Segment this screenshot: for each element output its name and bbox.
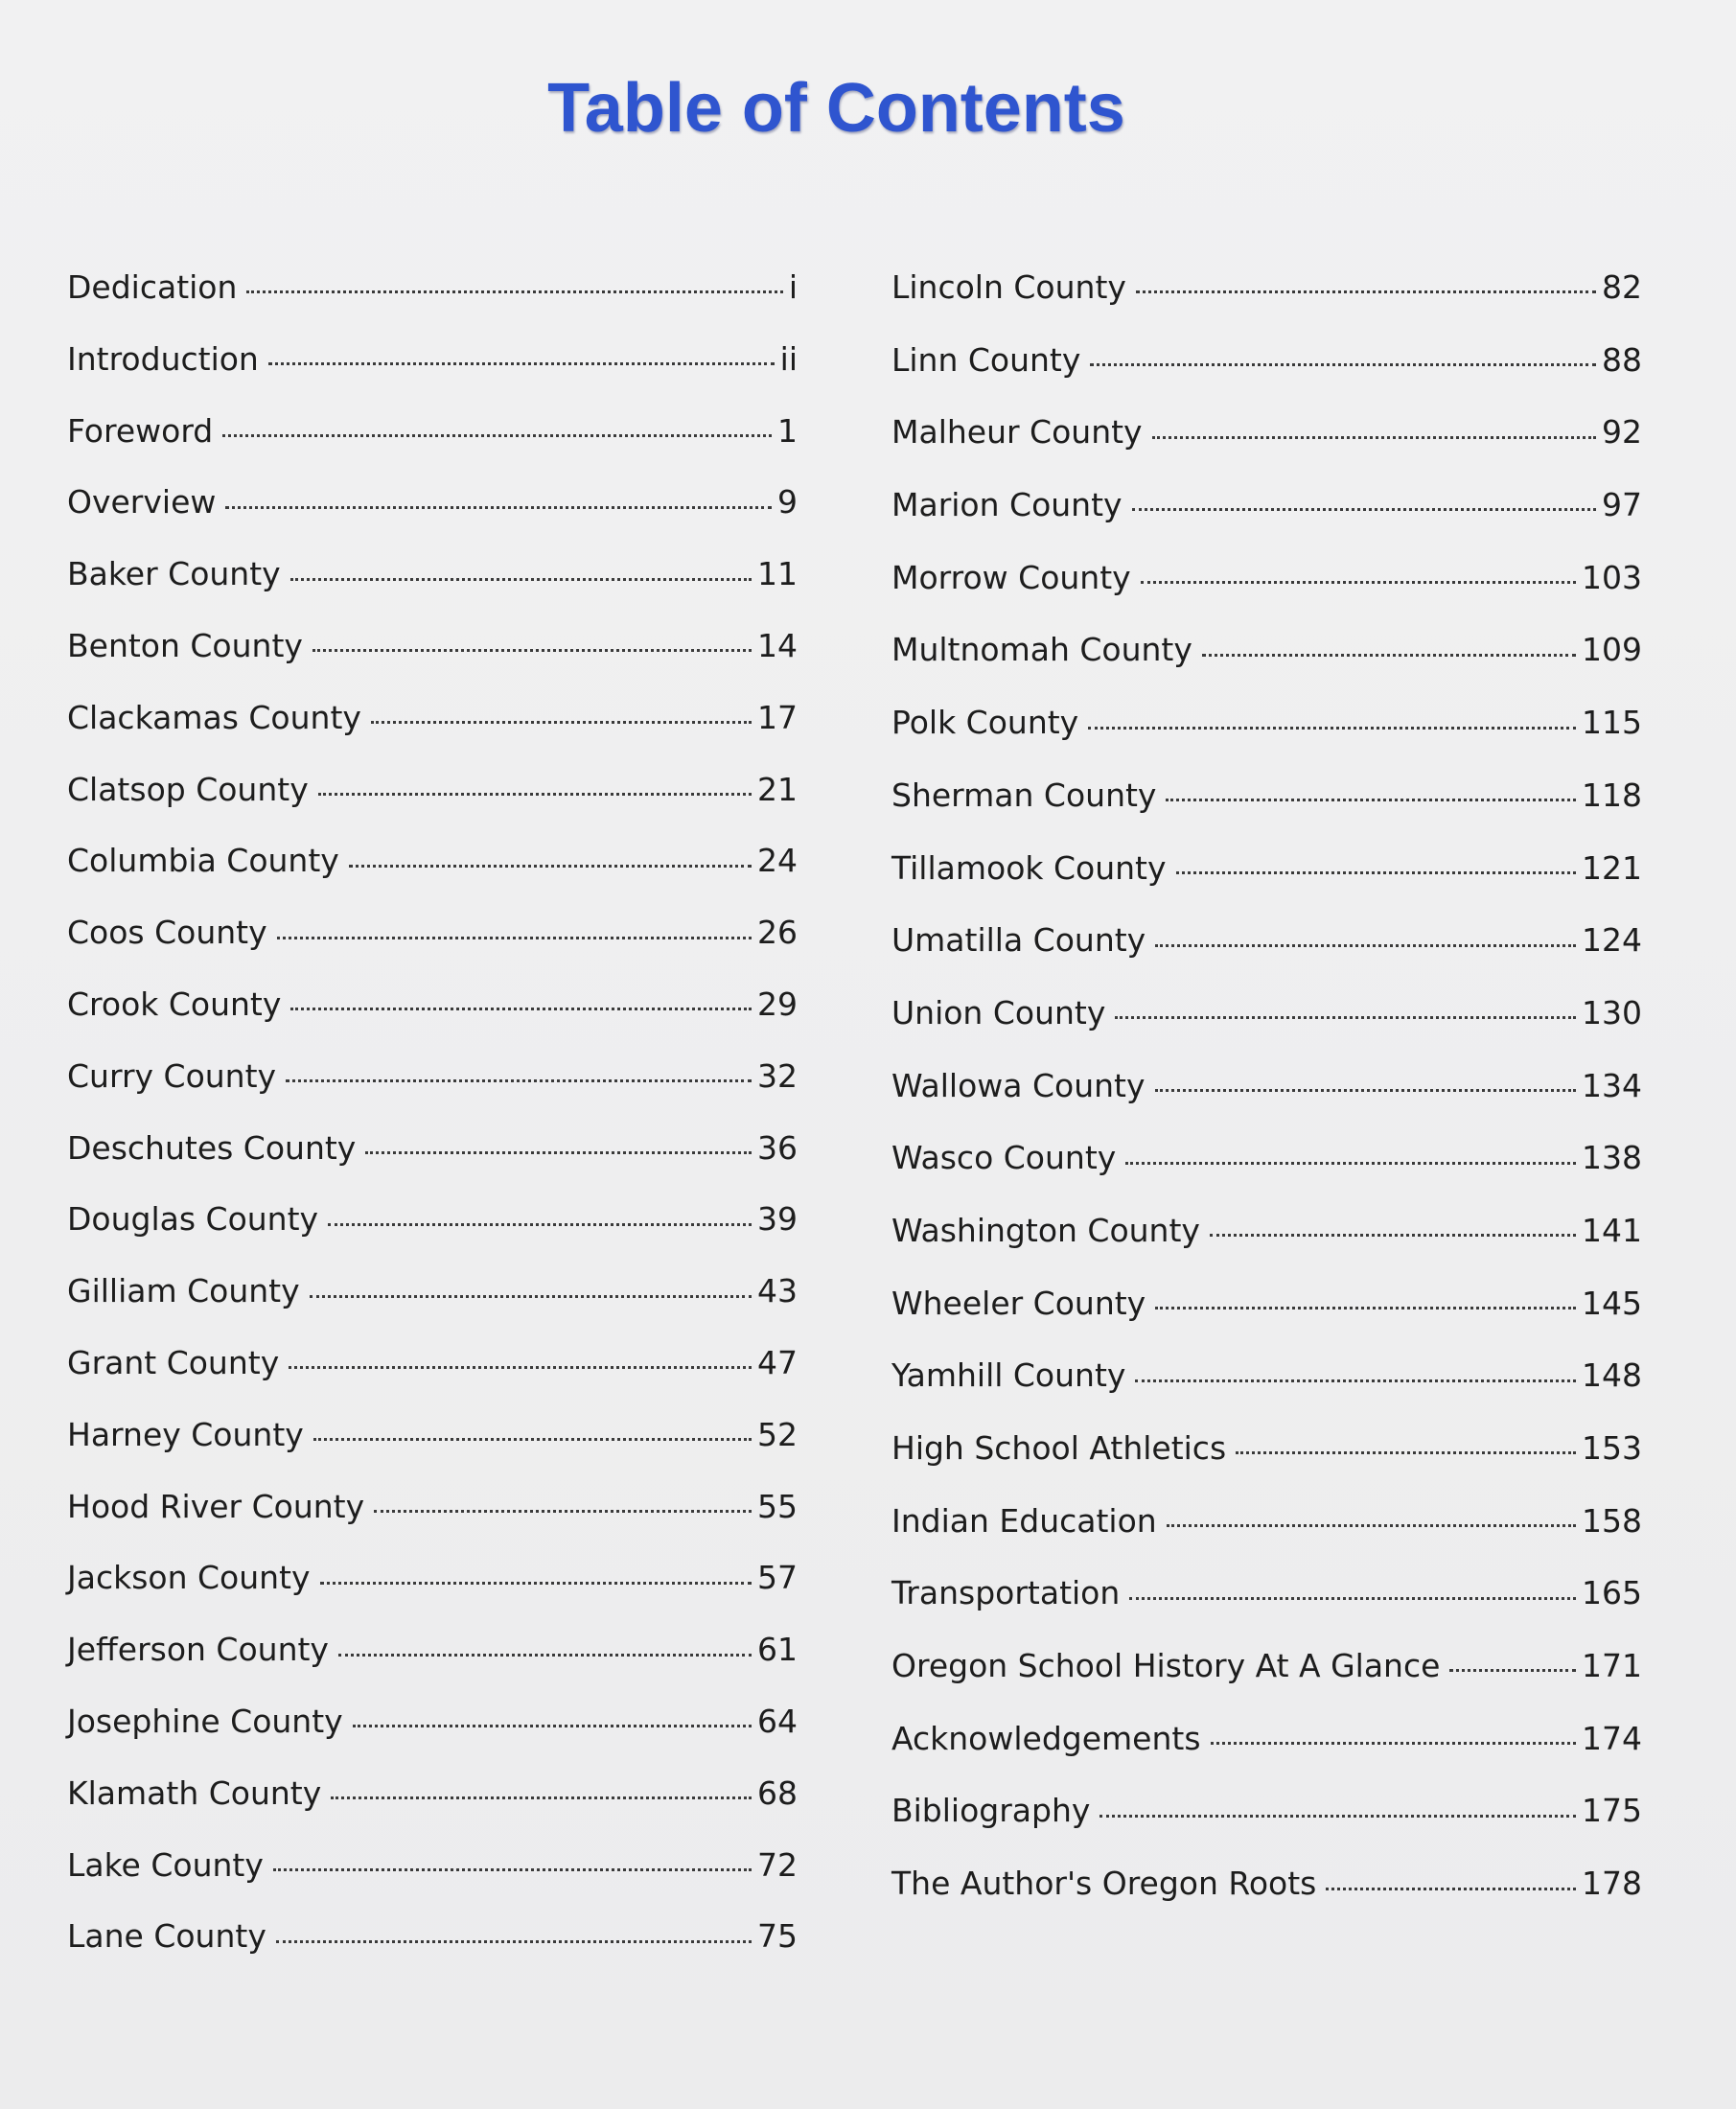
toc-entry-label: Clatsop County xyxy=(67,770,309,808)
toc-entry-page: 88 xyxy=(1602,340,1642,379)
toc-entry xyxy=(67,1270,798,1342)
toc-entry xyxy=(891,1718,1642,1791)
toc-entry-label: Curry County xyxy=(67,1056,277,1095)
toc-entry-label: Oregon School History At A Glance xyxy=(891,1647,1441,1685)
toc-entry-page: 39 xyxy=(757,1200,798,1239)
toc-entry-page: 130 xyxy=(1582,993,1642,1031)
toc-entry-page: 29 xyxy=(757,985,798,1023)
toc-entry-page: i xyxy=(788,268,798,306)
toc-entry xyxy=(891,411,1642,484)
toc-entry-page: 97 xyxy=(1602,486,1642,524)
toc-entry xyxy=(891,847,1642,920)
toc-entry-page: 68 xyxy=(757,1773,798,1812)
dot-leader xyxy=(349,840,752,871)
toc-entry xyxy=(67,984,798,1055)
dot-leader xyxy=(331,1773,752,1804)
toc-entry-label: Klamath County xyxy=(67,1773,322,1812)
dot-leader xyxy=(1115,992,1576,1024)
toc-entry-label: Multnomah County xyxy=(891,631,1192,669)
toc-entry-label: Bibliography xyxy=(891,1792,1091,1830)
toc-entry-label: Foreword xyxy=(67,411,214,450)
toc-entry xyxy=(891,919,1642,992)
toc-entry-page: 124 xyxy=(1582,921,1642,960)
toc-entry-label: Douglas County xyxy=(67,1200,319,1239)
toc-entry-page: 141 xyxy=(1582,1211,1642,1249)
toc-entry-label: Benton County xyxy=(67,626,303,664)
dot-leader xyxy=(1088,702,1576,733)
toc-column-right xyxy=(891,267,1642,1935)
toc-entry-page: 9 xyxy=(777,483,798,521)
toc-entry-label: Yamhill County xyxy=(891,1356,1126,1395)
toc-entry xyxy=(891,1427,1642,1500)
toc-column-left xyxy=(67,267,798,1987)
dot-leader xyxy=(1132,484,1596,516)
toc-entry xyxy=(67,553,798,625)
dot-leader xyxy=(1167,1500,1576,1532)
toc-entry-page: 75 xyxy=(757,1917,798,1956)
toc-entry xyxy=(67,1055,798,1127)
toc-entry-page: 115 xyxy=(1582,704,1642,742)
toc-entry xyxy=(67,1414,798,1486)
toc-entry xyxy=(891,484,1642,557)
dot-leader xyxy=(320,1557,752,1588)
dot-leader xyxy=(1125,1137,1576,1169)
page-title: Table of Contents xyxy=(547,70,1125,147)
toc-entry-page: 145 xyxy=(1582,1284,1642,1322)
dot-leader xyxy=(1090,339,1596,371)
toc-entry-page: 17 xyxy=(757,698,798,736)
toc-entry-page: 64 xyxy=(757,1702,798,1740)
toc-entry xyxy=(67,1198,798,1270)
toc-entry xyxy=(891,1863,1642,1935)
toc-entry-page: 32 xyxy=(757,1056,798,1095)
toc-entry xyxy=(891,1283,1642,1356)
toc-entry-label: Dedication xyxy=(67,268,238,306)
toc-entry-page: ii xyxy=(779,339,798,378)
toc-entry-label: Umatilla County xyxy=(891,921,1146,960)
toc-entry xyxy=(67,840,798,912)
toc-entry xyxy=(891,1065,1642,1138)
toc-entry-page: 171 xyxy=(1582,1647,1642,1685)
dot-leader xyxy=(1211,1718,1576,1750)
toc-entry xyxy=(891,629,1642,702)
toc-entry-label: Columbia County xyxy=(67,842,339,880)
toc-entry-page: 52 xyxy=(757,1415,798,1453)
toc-entry-page: 165 xyxy=(1582,1574,1642,1612)
toc-entry xyxy=(67,1486,798,1558)
toc-entry xyxy=(891,1355,1642,1427)
toc-entry-label: Marion County xyxy=(891,486,1123,524)
toc-entry-page: 82 xyxy=(1602,268,1642,306)
toc-entry-page: 14 xyxy=(757,626,798,664)
toc-entry-page: 109 xyxy=(1582,631,1642,669)
toc-entry xyxy=(67,1557,798,1629)
toc-entry-label: Lane County xyxy=(67,1917,266,1956)
toc-entry-label: Josephine County xyxy=(67,1702,343,1740)
toc-entry-page: 21 xyxy=(757,770,798,808)
toc-entry-label: Transportation xyxy=(891,1574,1121,1612)
dot-leader xyxy=(1326,1863,1576,1894)
toc-entry-label: Overview xyxy=(67,483,217,521)
toc-entry-label: The Author's Oregon Roots xyxy=(891,1865,1317,1903)
toc-entry-page: 24 xyxy=(757,842,798,880)
dot-leader xyxy=(225,481,772,513)
dot-leader xyxy=(1155,919,1576,951)
toc-entry-page: 118 xyxy=(1582,776,1642,814)
toc-entry xyxy=(67,912,798,984)
toc-entry-page: 57 xyxy=(757,1559,798,1597)
toc-entry-label: Lincoln County xyxy=(891,268,1126,306)
toc-entry-page: 121 xyxy=(1582,848,1642,887)
toc-entry-label: Introduction xyxy=(67,339,259,378)
toc-entry xyxy=(891,1137,1642,1210)
dot-leader xyxy=(312,625,752,657)
toc-entry xyxy=(891,1572,1642,1645)
dot-leader xyxy=(318,769,752,800)
toc-entry-label: Morrow County xyxy=(891,558,1131,596)
toc-entry-label: Tillamook County xyxy=(891,848,1167,887)
dot-leader xyxy=(273,1844,752,1876)
dot-leader xyxy=(289,1342,752,1374)
dot-leader xyxy=(1176,847,1576,879)
toc-entry-label: Hood River County xyxy=(67,1487,365,1525)
toc-entry xyxy=(67,1629,798,1701)
dot-leader xyxy=(276,1915,752,1947)
toc-entry xyxy=(67,1127,798,1199)
toc-entry-page: 26 xyxy=(757,914,798,952)
dot-leader xyxy=(1152,411,1596,443)
dot-leader xyxy=(1236,1427,1576,1459)
dot-leader xyxy=(1129,1572,1576,1604)
toc-entry-page: 153 xyxy=(1582,1429,1642,1467)
dot-leader xyxy=(286,1055,752,1087)
toc-entry xyxy=(891,1500,1642,1573)
toc-entry xyxy=(891,339,1642,412)
dot-leader xyxy=(371,697,752,729)
toc-entry xyxy=(891,775,1642,847)
toc-entry xyxy=(67,410,798,482)
toc-entry-label: Jackson County xyxy=(67,1559,311,1597)
dot-leader xyxy=(1210,1210,1576,1241)
toc-entry-label: Grant County xyxy=(67,1343,280,1381)
dot-leader xyxy=(1135,1355,1576,1386)
toc-entry xyxy=(67,1342,798,1414)
toc-entry-page: 1 xyxy=(777,411,798,450)
dot-leader xyxy=(1141,557,1576,589)
toc-entry xyxy=(891,1790,1642,1863)
toc-entry xyxy=(67,267,798,338)
toc-entry-page: 11 xyxy=(757,555,798,593)
toc-entry-label: Gilliam County xyxy=(67,1272,300,1310)
toc-entry-label: Lake County xyxy=(67,1845,264,1884)
dot-leader xyxy=(290,553,752,585)
dot-leader xyxy=(1202,629,1576,661)
toc-entry-page: 158 xyxy=(1582,1501,1642,1540)
dot-leader xyxy=(1099,1790,1576,1821)
toc-entry xyxy=(67,1773,798,1844)
toc-entry-label: Wasco County xyxy=(891,1139,1117,1177)
toc-entry-page: 148 xyxy=(1582,1356,1642,1395)
toc-entry xyxy=(67,338,798,410)
dot-leader xyxy=(313,1414,752,1446)
toc-entry xyxy=(67,1915,798,1987)
toc-entry xyxy=(67,769,798,841)
toc-entry xyxy=(891,267,1642,339)
dot-leader xyxy=(1449,1645,1576,1677)
toc-entry-page: 134 xyxy=(1582,1066,1642,1104)
dot-leader xyxy=(310,1270,752,1302)
dot-leader xyxy=(277,912,752,943)
toc-entry-label: Harney County xyxy=(67,1415,304,1453)
toc-entry-label: Polk County xyxy=(891,704,1079,742)
toc-entry-label: Malheur County xyxy=(891,413,1143,452)
toc-entry-label: Union County xyxy=(891,993,1106,1031)
dot-leader xyxy=(374,1486,752,1518)
toc-entry xyxy=(67,481,798,553)
toc-entry-page: 43 xyxy=(757,1272,798,1310)
toc-entry-label: Deschutes County xyxy=(67,1128,357,1167)
toc-entry-label: Washington County xyxy=(891,1211,1200,1249)
toc-entry-label: Clackamas County xyxy=(67,698,361,736)
dot-leader xyxy=(353,1701,752,1732)
toc-entry-page: 138 xyxy=(1582,1139,1642,1177)
toc-entry-page: 174 xyxy=(1582,1719,1642,1757)
toc-entry-label: Crook County xyxy=(67,985,282,1023)
toc-entry xyxy=(891,1645,1642,1718)
toc-entry-label: Wheeler County xyxy=(891,1284,1146,1322)
toc-entry xyxy=(891,992,1642,1065)
toc-entry xyxy=(67,697,798,769)
toc-entry-label: Coos County xyxy=(67,914,267,952)
toc-entry xyxy=(67,1844,798,1916)
toc-entry xyxy=(891,557,1642,630)
toc-entry-page: 55 xyxy=(757,1487,798,1525)
dot-leader xyxy=(1166,775,1576,806)
dot-leader xyxy=(328,1198,752,1230)
toc-entry-label: Jefferson County xyxy=(67,1631,329,1669)
toc-entry-label: Wallowa County xyxy=(891,1066,1146,1104)
dot-leader xyxy=(290,984,752,1015)
dot-leader xyxy=(338,1629,752,1660)
dot-leader xyxy=(1155,1283,1576,1314)
toc-entry xyxy=(67,1701,798,1773)
toc-entry-page: 72 xyxy=(757,1845,798,1884)
dot-leader xyxy=(268,338,775,370)
dot-leader xyxy=(365,1127,752,1159)
toc-entry-label: High School Athletics xyxy=(891,1429,1227,1467)
toc-entry-page: 103 xyxy=(1582,558,1642,596)
toc-entry-label: Sherman County xyxy=(891,776,1157,814)
toc-entry-label: Acknowledgements xyxy=(891,1719,1201,1757)
toc-entry-page: 61 xyxy=(757,1631,798,1669)
toc-entry-label: Indian Education xyxy=(891,1501,1157,1540)
dot-leader xyxy=(222,410,772,442)
dot-leader xyxy=(1155,1065,1577,1097)
toc-entry-page: 47 xyxy=(757,1343,798,1381)
toc-entry-label: Baker County xyxy=(67,555,281,593)
toc-entry xyxy=(891,702,1642,775)
toc-entry-label: Linn County xyxy=(891,340,1081,379)
toc-entry-page: 92 xyxy=(1602,413,1642,452)
dot-leader xyxy=(246,267,782,298)
toc-entry xyxy=(891,1210,1642,1283)
toc-entry-page: 175 xyxy=(1582,1792,1642,1830)
toc-entry-page: 36 xyxy=(757,1128,798,1167)
dot-leader xyxy=(1136,267,1596,298)
toc-entry-page: 178 xyxy=(1582,1865,1642,1903)
toc-entry xyxy=(67,625,798,697)
